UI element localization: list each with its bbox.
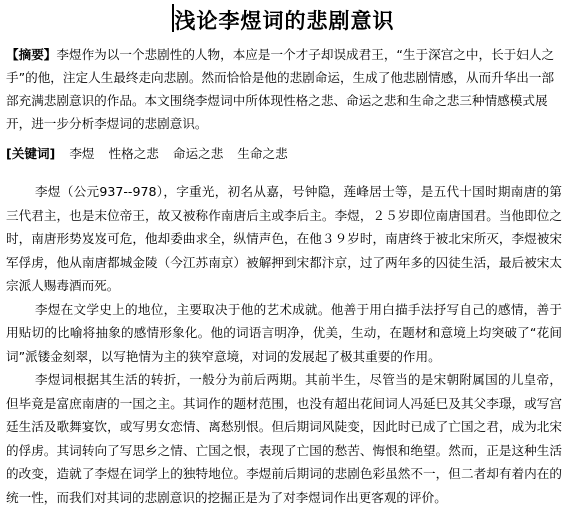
body-paragraph-2: 李煜在文学史上的地位，主要取决于他的艺术成就。他善于用白描手法抒写自己的感情，善于用贴切的比喻将抽象的感情形象化。他的词语言明净，优美，生动，在题材和意境上均突破了“花间词”派镂金刻翠，以写艳情为主的狭窄意境，对词的发展起了极其重要的作用。 [6, 301, 562, 364]
title-line [0, 4, 566, 35]
body-paragraph-1: 李煜（公元937--978），字重光，初名从嘉，号钟隐，莲峰居士等，是五代十国时期南唐的第三代君主，也是末位帝王，故又被称作南唐后主或李后主。李煜，２５岁即位南唐国君。当他即位之时，南唐形势岌岌可危，他却委曲求全，纵情声色，在他３９岁时，南唐终于被北宋所灭，李煜被宋军俘虏，他从南唐都城金陵（今江苏南京）被解押到宋都汴京，过了两年多的囚徒生活，最后被宋太宗派人赐毒酒而死。 [6, 184, 562, 293]
keyword-1: 李煜 [69, 146, 95, 161]
keywords-label: [关键词] [6, 146, 56, 161]
keyword-2: 性格之悲 [108, 146, 159, 161]
body-paragraph-3: 李煜词根据其生活的转折，一般分为前后两期。其前半生，尽管当的是宋朝附属国的儿皇帝，但毕竟是富庶南唐的一国之主。其词作的题材范围，也没有超出花间词人冯延巳及其父李璟，或写宫廷生活及歌舞宴饮，或写男女恋情、离愁别恨。但后期词风陡变，因此时已成了亡国之君，成为北宋的俘虏。其词转向了写思乡之情、亡国之恨，表现了亡国的愁苦、悔恨和绝望。然而，正是这种生活的改变，造就了李煜在词学上的独特地位。李煜前后期词的悲剧色彩虽然不一，但二者却有着内在的统一性，而我们对其词的悲剧意识的挖掘正是为了对李煜词作出更客观的评价。 [6, 372, 562, 505]
document-title[interactable]: 浅论李煜词的悲剧意识 [174, 8, 395, 33]
keyword-4: 生命之悲 [237, 146, 288, 161]
abstract-block[interactable] [6, 43, 562, 135]
abstract-label: 【摘要】 [6, 47, 57, 62]
abstract-text: 李煜作为以一个悲剧性的人物，本应是一个才子却误成君王，“生于深宫之中，长于妇人之手”的他，注定人生最终走向悲剧。然而恰恰是他的悲剧命运，生成了他悲剧情感，从而升华出一部部充满悲剧意识的作品。本文围绕李煜词中所体现性格之悲、命运之悲和生命之悲三种情感模式展开，进一步分析李煜词的悲剧意识。 [6, 47, 555, 131]
keywords-block[interactable] [6, 143, 562, 165]
keyword-3: 命运之悲 [172, 146, 224, 161]
document-body[interactable] [6, 180, 562, 509]
text-cursor [172, 4, 174, 32]
